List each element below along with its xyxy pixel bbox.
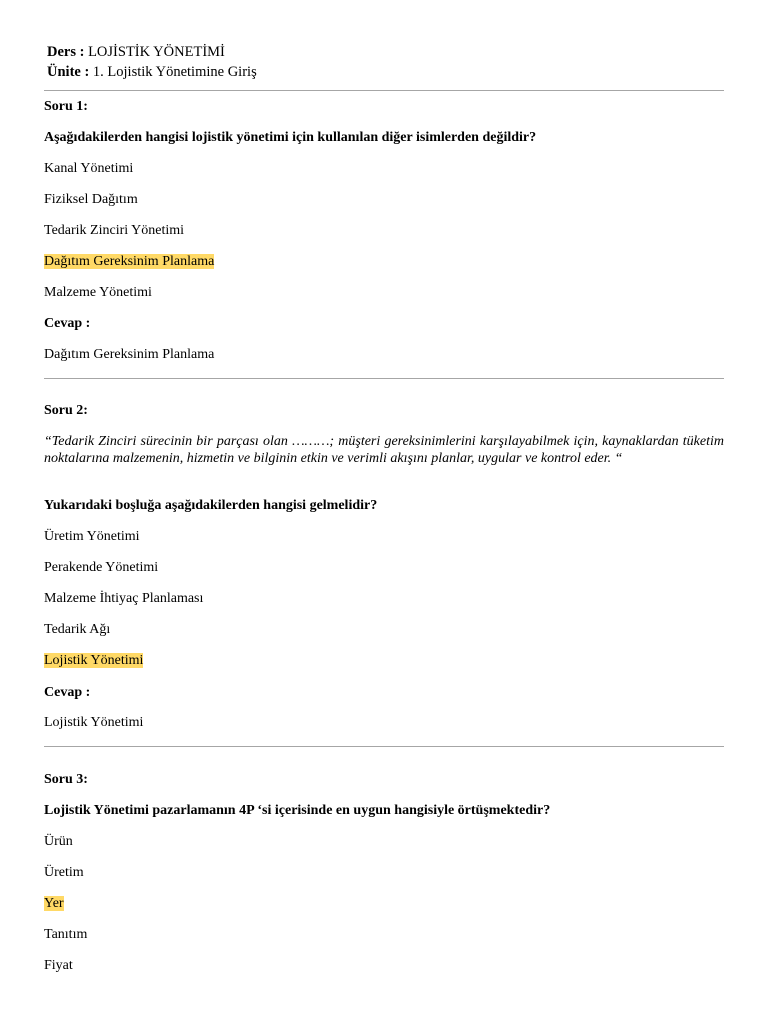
divider-q1 (44, 378, 724, 379)
question-3-option-1: Ürün (44, 834, 73, 849)
divider-header (44, 90, 724, 91)
divider-q2 (44, 746, 724, 747)
highlighted-option: Yer (44, 896, 64, 911)
question-3-text: Lojistik Yönetimi pazarlamanın 4P ‘si içerisinde en uygun hangisiyle örtüşmektedir? (44, 803, 551, 818)
question-2-option-3: Malzeme İhtiyaç Planlaması (44, 591, 204, 606)
question-2-answer-label: Cevap : (44, 685, 91, 700)
question-2-text: Yukarıdaki boşluğa aşağıdakilerden hangisi gelmelidir? (44, 498, 378, 513)
question-2-option-5 (44, 652, 143, 670)
question-3-option-3 (44, 895, 64, 913)
unit-value: 1. Lojistik Yönetimine Giriş (92, 64, 257, 80)
course-value: LOJİSTİK YÖNETİMİ (88, 44, 225, 60)
question-3-option-5: Fiyat (44, 958, 73, 973)
question-2-option-1: Üretim Yönetimi (44, 529, 140, 544)
question-3-option-4: Tanıtım (44, 927, 88, 942)
course-label: Ders : (47, 44, 85, 60)
question-1-option-5: Malzeme Yönetimi (44, 285, 152, 300)
question-2-answer: Lojistik Yönetimi (44, 715, 144, 730)
document-header (44, 0, 724, 82)
question-2-option-2: Perakende Yönetimi (44, 560, 159, 575)
question-2-quote: “Tedarik Zinciri sürecinin bir parçası olan ………; müşteri gereksinimlerini karşılayabilmek için, kaynaklardan tüketim noktalarına malzemenin, hizmetin ve bilginin etkin ve verimli akışını planlar, uygular ve kontrol eder. “ (44, 434, 724, 466)
question-1-option-1: Kanal Yönetimi (44, 161, 134, 176)
course-line (47, 42, 724, 62)
question-2-title: Soru 2: (44, 403, 88, 418)
question-1-answer: Dağıtım Gereksinim Planlama (44, 347, 215, 362)
highlighted-option: Lojistik Yönetimi (44, 653, 144, 668)
highlighted-option: Dağıtım Gereksinim Planlama (44, 254, 215, 269)
unit-label: Ünite : (47, 64, 90, 80)
question-2-option-4: Tedarik Ağı (44, 622, 111, 637)
unit-line (47, 62, 724, 82)
question-1-option-2: Fiziksel Dağıtım (44, 192, 138, 207)
question-3-title: Soru 3: (44, 772, 88, 787)
question-1-option-3: Tedarik Zinciri Yönetimi (44, 223, 185, 238)
document-page (44, 0, 724, 973)
question-1-title: Soru 1: (44, 99, 88, 114)
question-1-text: Aşağıdakilerden hangisi lojistik yönetimi için kullanılan diğer isimlerden değildir? (44, 130, 537, 145)
question-1-answer-label: Cevap : (44, 316, 91, 331)
question-3-option-2: Üretim (44, 865, 84, 880)
question-1-option-4 (44, 253, 214, 271)
